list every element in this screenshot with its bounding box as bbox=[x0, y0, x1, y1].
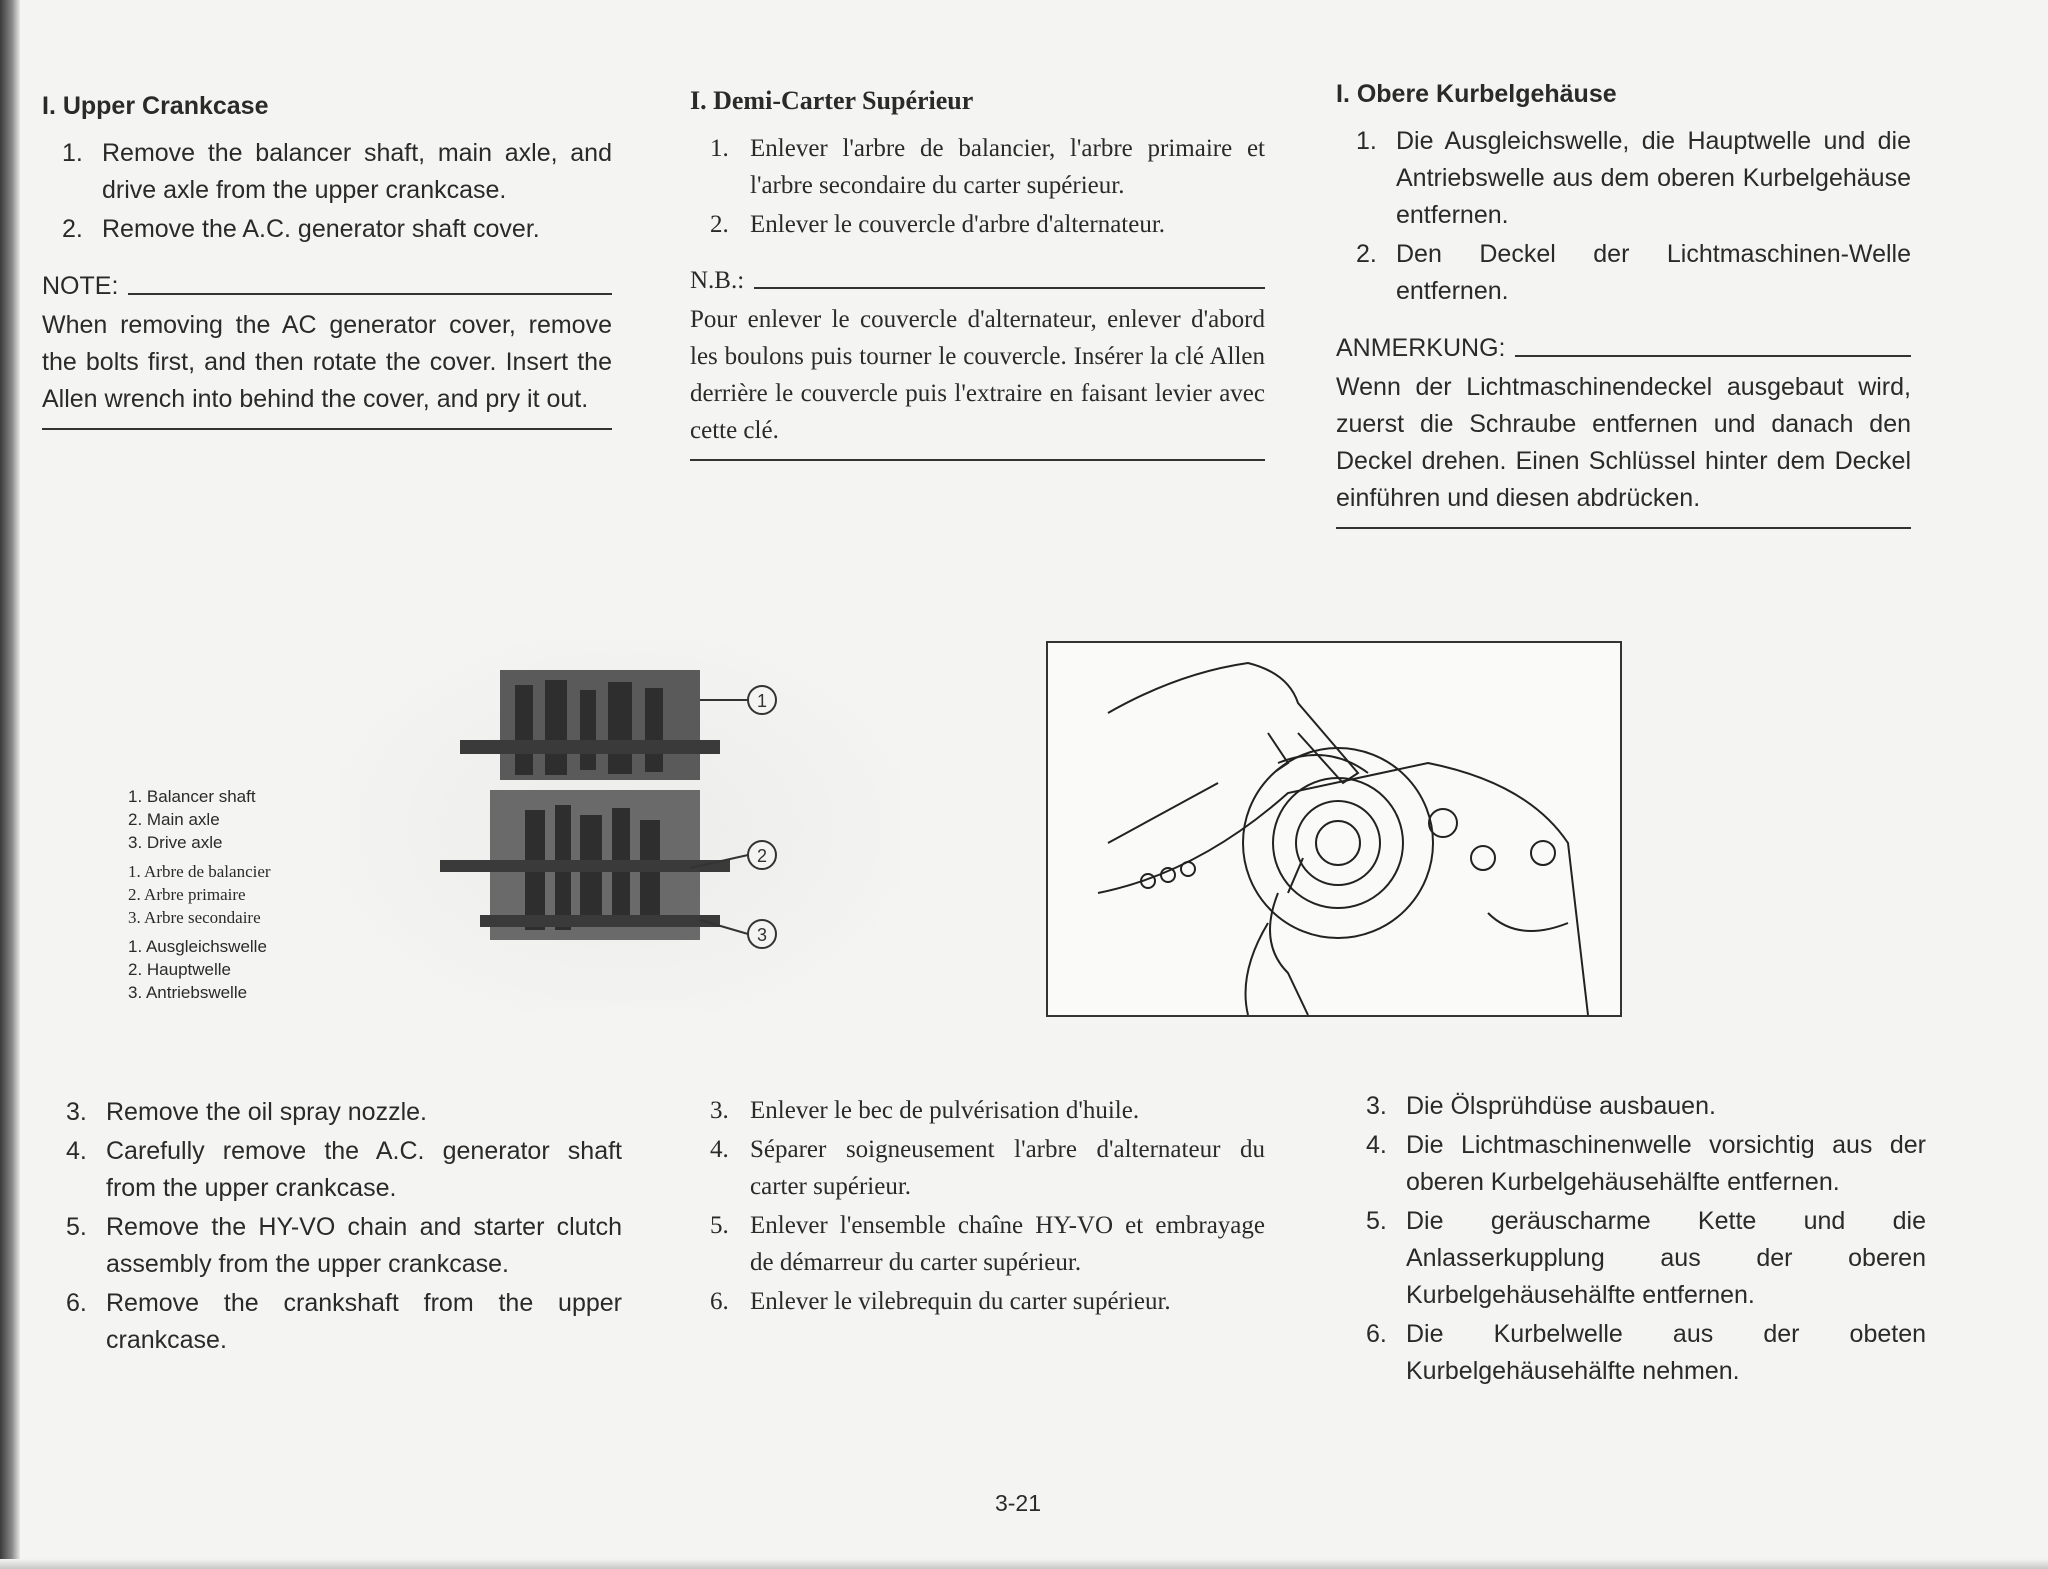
divider bbox=[690, 459, 1265, 461]
list-item: 5. Remove the HY-VO chain and starter clutch assembly from the upper crankcase. bbox=[66, 1213, 622, 1278]
english-heading: I. Upper Crankcase bbox=[42, 92, 269, 120]
list-item: 4. Séparer soigneusement l'arbre d'alternateur du carter supérieur. bbox=[710, 1136, 1265, 1200]
caption-group-french: 1. Arbre de balancier 2. Arbre primaire 3. Arbre secondaire bbox=[128, 862, 271, 927]
callout-2: 2 bbox=[756, 846, 768, 866]
list-item: 3. Remove the oil spray nozzle. bbox=[66, 1098, 427, 1126]
english-note-title: NOTE: bbox=[42, 272, 612, 301]
callout-3: 3 bbox=[756, 925, 768, 945]
list-item: 5. Die geräuscharme Kette und die Anlasserkupplung aus der oberen Kurbelgehäusehälfte entfernen. bbox=[1366, 1207, 1926, 1309]
list-item: 1. Die Ausgleichswelle, die Hauptwelle und die Antriebswelle aus dem oberen Kurbelgehäuse entfernen. bbox=[1356, 127, 1911, 229]
page-number: 3-21 bbox=[994, 1490, 1042, 1516]
english-note-text: When removing the AC generator cover, remove the bolts first, and then rotate the cover. Insert the Allen wrench into behind the cover, and pry it out. bbox=[42, 311, 612, 413]
list-item: 3. Die Ölsprühdüse ausbauen. bbox=[1366, 1092, 1716, 1120]
list-item: 6. Remove the crankshaft from the upper crankcase. bbox=[66, 1289, 622, 1354]
list-item: 1. Enlever l'arbre de balancier, l'arbre primaire et l'arbre secondaire du carter supérieur. bbox=[710, 135, 1265, 199]
french-column-bottom bbox=[690, 1092, 1265, 1322]
list-item: 3. Enlever le bec de pulvérisation d'huile. bbox=[710, 1097, 1140, 1124]
french-heading: I. Demi-Carter Supérieur bbox=[690, 86, 974, 115]
english-column-bottom bbox=[46, 1094, 622, 1361]
list-item: 6. Die Kurbelwelle aus der obeten Kurbelgehäusehälfte nehmen. bbox=[1366, 1320, 1926, 1385]
photo-captions bbox=[128, 785, 271, 1010]
list-item: 6. Enlever le vilebrequin du carter supérieur. bbox=[710, 1288, 1171, 1315]
german-column-bottom bbox=[1346, 1088, 1926, 1392]
divider bbox=[42, 428, 612, 430]
german-column-top bbox=[1336, 80, 1911, 529]
hand-wrench-illustration bbox=[1048, 643, 1620, 1015]
list-item: 2. Enlever le couvercle d'arbre d'alternateur. bbox=[710, 211, 1166, 238]
transmission-illustration bbox=[340, 640, 900, 1015]
generator-cover-figure bbox=[1046, 641, 1622, 1017]
divider bbox=[1336, 527, 1911, 529]
caption-group-german: 1. Ausgleichswelle 2. Hauptwelle 3. Antriebswelle bbox=[128, 937, 267, 1002]
page-binding-shadow bbox=[0, 0, 20, 1569]
list-item: 2. Remove the A.C. generator shaft cover. bbox=[62, 215, 540, 243]
callout-1: 1 bbox=[756, 691, 768, 711]
list-item: 4. Carefully remove the A.C. generator shaft from the upper crankcase. bbox=[66, 1137, 622, 1202]
german-note-text: Wenn der Lichtmaschinendeckel ausgebaut wird, zuerst die Schraube entfernen und danach den Deckel drehen. Einen Schlüssel hinter dem Deckel einführen und diesen abdrücken. bbox=[1336, 373, 1911, 512]
list-item: 2. Den Deckel der Lichtmaschinen-Welle entfernen. bbox=[1356, 240, 1911, 305]
list-item: 5. Enlever l'ensemble chaîne HY-VO et embrayage de démarreur du carter supérieur. bbox=[710, 1212, 1265, 1276]
german-heading: I. Obere Kurbelgehäuse bbox=[1336, 80, 1617, 108]
english-column-top bbox=[42, 92, 612, 430]
caption-group-english: 1. Balancer shaft 2. Main axle 3. Drive axle bbox=[128, 787, 256, 852]
french-column-top bbox=[690, 86, 1265, 461]
french-note-text: Pour enlever le couvercle d'alternateur, enlever d'abord les boulons puis tourner le couvercle. Insérer la clé Allen derrière le couvercle puis l'extraire en faisant levier avec cette clé. bbox=[690, 306, 1265, 444]
list-item: 1. Remove the balancer shaft, main axle, and drive axle from the upper crankcase. bbox=[62, 139, 612, 204]
german-note-title: ANMERKUNG: bbox=[1336, 334, 1911, 363]
french-note-title: N.B.: bbox=[690, 267, 1265, 295]
list-item: 4. Die Lichtmaschinenwelle vorsichtig aus der oberen Kurbelgehäusehälfte entfernen. bbox=[1366, 1131, 1926, 1196]
transmission-photo bbox=[340, 640, 900, 1015]
page-edge-shadow bbox=[0, 1559, 2048, 1569]
